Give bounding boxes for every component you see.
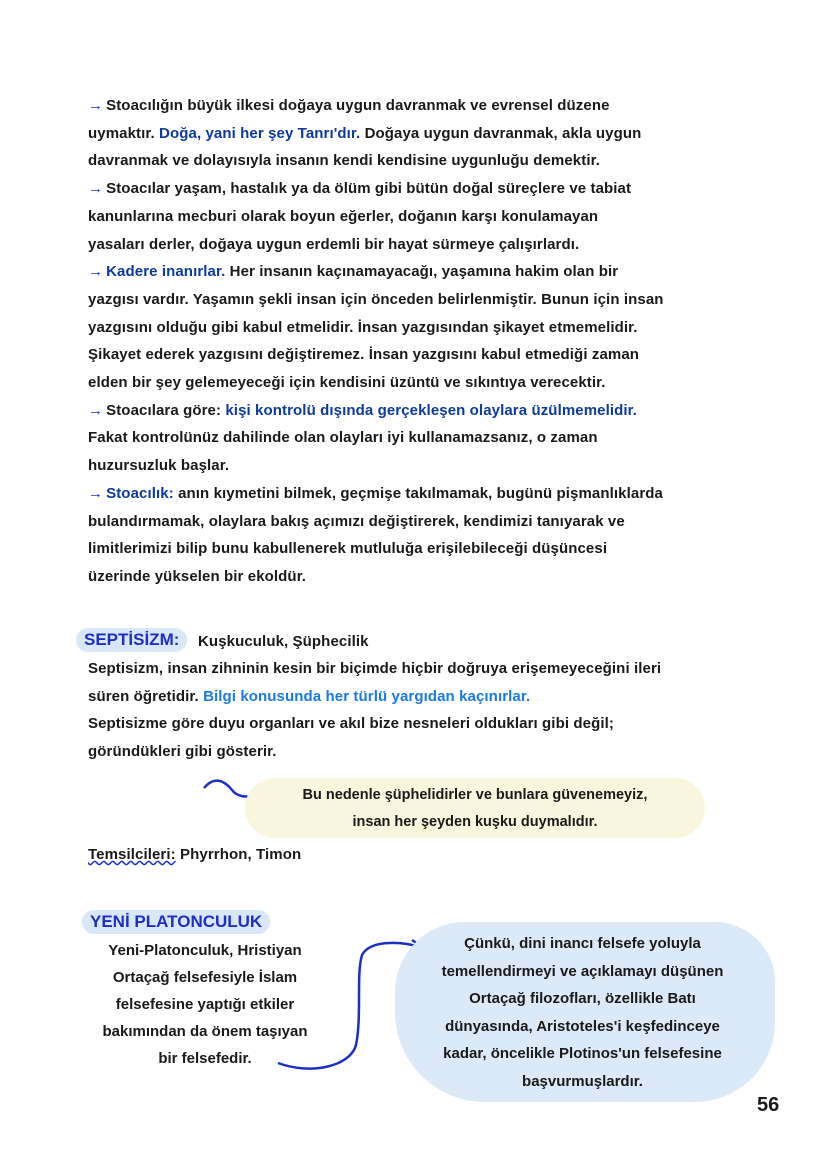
text-line <box>88 96 610 116</box>
skepticism-subtitle: Kuşkuculuk, Şüphecilik <box>198 633 369 650</box>
arrow-icon: → <box>88 401 104 419</box>
highlighted-text: kişi kontrolü dışında gerçekleşen olaylara üzülmemelidir. <box>225 401 638 419</box>
text-line <box>88 290 664 310</box>
text-segment: anın kıymetini bilmek, geçmişe takılmamak, bugünü pişmanlıklarda <box>173 484 663 502</box>
text-line: başvurmuşlardır. <box>522 1072 643 1090</box>
highlighted-text: Bilgi konusunda her türlü yargıdan kaçınırlar. <box>203 687 531 705</box>
representatives-names: Phyrrhon, Timon <box>180 846 302 863</box>
neoplatonism-right-text <box>395 930 770 1095</box>
text-line <box>88 714 614 734</box>
text-line <box>88 124 641 144</box>
text-segment: yazgısı vardır. Yaşamın şekli insan için önceden belirlenmiştir. Bunun için insan <box>88 290 664 308</box>
arrow-icon: → <box>88 484 104 502</box>
text-segment: süren öğretidir. <box>88 687 204 705</box>
text-line <box>88 151 600 171</box>
text-line <box>88 345 639 365</box>
text-line <box>88 659 661 679</box>
highlighted-text: Doğa, yani her şey Tanrı'dır. <box>159 124 361 142</box>
text-segment: bulandırmamak, olaylara bakış açımızı değiştirerek, kendimizi tanıyarak ve <box>88 512 625 530</box>
text-segment: Her insanın kaçınamayacağı, yaşamına hakim olan bir <box>225 263 619 281</box>
text-line: Yeni-Platonculuk, Hristiyan <box>108 942 302 959</box>
text-segment: Fakat kontrolünüz dahilinde olan olayları iyi kullanamazsanız, o zaman <box>88 429 598 447</box>
arrow-icon: → <box>88 263 104 281</box>
arrow-icon: → <box>88 180 104 198</box>
text-line <box>88 318 638 338</box>
text-segment: elden bir şey gelemeyeceği için kendisini üzüntü ve sıkıntıya verecektir. <box>88 374 606 391</box>
text-line <box>88 373 606 393</box>
text-line <box>88 567 306 587</box>
skepticism-title: SEPTİSİZM: <box>76 628 187 652</box>
highlighted-text: Stoacılık: <box>106 484 174 502</box>
text-line <box>88 512 625 532</box>
text-line <box>88 179 631 199</box>
text-line <box>88 428 598 448</box>
text-segment: uymaktır. <box>88 124 160 142</box>
text-segment: limitlerimizi bilip bunu kabullenerek mutluluğa erişilebileceği düşüncesi <box>88 540 608 558</box>
text-segment: göründükleri gibi gösterir. <box>88 742 277 760</box>
callout-line: insan her şeyden kuşku duymalıdır. <box>352 814 598 830</box>
neoplatonism-title: YENİ PLATONCULUK <box>82 910 270 934</box>
text-line: kadar, öncelikle Plotinos'un felsefesine <box>443 1045 722 1062</box>
text-segment: Stoacılığın büyük ilkesi doğaya uygun davranmak ve evrensel düzene <box>106 97 610 114</box>
text-line: dünyasında, Aristoteles'i keşfedinceye <box>445 1017 720 1035</box>
text-line <box>88 235 579 255</box>
text-line <box>88 207 598 227</box>
text-line <box>88 456 229 476</box>
text-line: bakımından da önem taşıyan <box>102 1023 308 1040</box>
text-line <box>88 262 618 282</box>
text-segment: yasaları derler, doğaya uygun erdemli bir hayat sürmeye çalışırlardı. <box>88 235 580 253</box>
highlighted-text: Kadere inanırlar. <box>106 263 226 281</box>
text-line <box>88 687 530 707</box>
text-segment: huzursuzluk başlar. <box>88 457 230 475</box>
representatives-label: Temsilcileri: <box>88 846 176 863</box>
text-line <box>88 539 607 559</box>
text-line <box>88 484 663 504</box>
representatives <box>88 845 301 865</box>
text-line <box>88 401 637 421</box>
text-line: Ortaçağ filozofları, özellikle Batı <box>469 990 696 1007</box>
callout-line: Bu nedenle şüphelidirler ve bunlara güvenemeyiz, <box>302 787 648 803</box>
text-segment: Septisizm, insan zihninin kesin bir biçimde hiçbir doğruya erişemeyeceğini ileri <box>88 660 662 677</box>
text-line: Ortaçağ felsefesiyle İslam <box>112 969 298 986</box>
text-line: felsefesine yaptığı etkiler <box>115 996 295 1013</box>
text-line <box>88 742 277 762</box>
text-segment: Şikayet ederek yazgısını değiştiremez. İnsan yazgısını kabul etmediği zaman <box>88 346 640 364</box>
text-segment: Stoacılara göre: <box>106 401 226 419</box>
text-segment: Septisizme göre duyu organları ve akıl bize nesneleri oldukları gibi değil; <box>88 715 614 732</box>
page-number: 56 <box>757 1094 780 1116</box>
text-segment: davranmak ve dolayısıyla insanın kendi kendisine uygunluğu demektir. <box>88 152 600 170</box>
text-segment: üzerinde yükselen bir ekoldür. <box>88 567 307 585</box>
text-line: temellendirmeyi ve açıklamayı düşünen <box>441 962 724 980</box>
text-segment: Stoacılar yaşam, hastalık ya da ölüm gibi bütün doğal süreçlere ve tabiat <box>106 180 632 198</box>
arrow-icon: → <box>88 97 104 114</box>
text-line: bir felsefedir. <box>158 1050 252 1067</box>
text-segment: Doğaya uygun davranmak, akla uygun <box>360 124 642 142</box>
text-segment: yazgısını olduğu gibi kabul etmelidir. İnsan yazgısından şikayet etmemelidir. <box>88 318 638 336</box>
text-segment: kanunlarına mecburi olarak boyun eğerler, doğanın karşı konulamayan <box>88 207 599 225</box>
text-line: Çünkü, dini inancı felsefe yoluyla <box>464 935 701 952</box>
